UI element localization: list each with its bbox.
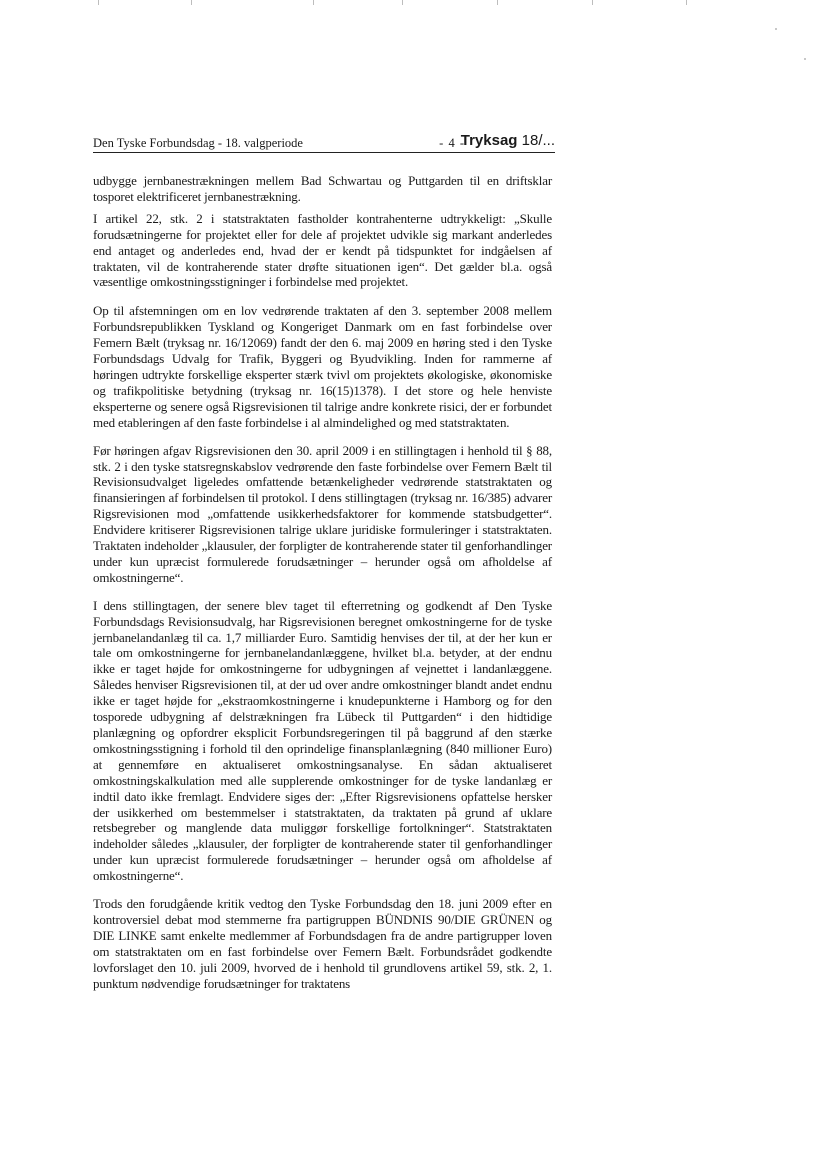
header-document-title: Den Tyske Forbundsdag - 18. valgperiode	[93, 136, 303, 150]
page-header	[93, 134, 555, 153]
header-page-number: - 4 -	[439, 136, 465, 150]
paragraph: udbygge jernbanestrækningen mellem Bad Schwartau og Puttgarden til en driftsklar tosporet elektrificeret jernbanestrækning.	[93, 173, 552, 204]
paragraph: Op til afstemningen om en lov vedrørende traktaten af den 3. september 2008 mellem Forbundsrepublikken Tyskland og Kongeriget Danmark om en fast forbindelse over Femern Bælt (tryksag nr. 16/12069) fandt der den 6. maj 2009 en høring sted i den Tyske Forbundsdags Udvalg for Trafik, Byggeri og Byudvikling. Inden for rammerne af høringen udtrykte forskellige eksperter stærk tvivl om projektets økologiske, økonomiske og trafikpolitiske betydning (tryksag nr. 16(15)1378). I det store og hele henviste eksperterne og senere også Rigsrevisionen til talrige andre konkrete risici, der er forbundet med etableringen af den faste forbindelse i al almindelighed og med statstraktaten.	[93, 303, 552, 430]
scan-speck	[804, 58, 806, 60]
paragraph: I dens stillingtagen, der senere blev taget til efterretning og godkendt af Den Tyske Forbundsdags Revisionsudvalg, har Rigsrevisionen beregnet omkostningerne for de tyske jernbanelandanlæg til ca. 1,7 milliarder Euro. Samtidig henvises der til, at der her kun er tale om omkostningerne for jernbanelandanlæggene, hvilket bl.a. betyder, at der endnu ikke er taget højde for omkostningerne for udbygningen af vejnettet i landanlæggene. Således henviser Rigsrevisionen til, at der ud over andre omkostninger blandt andet endnu ikke er taget højde for „ekstraomkostningerne i knudepunkterne i Hamborg og for den tosporede udbygning af delstrækningen fra Lübeck til Puttgarden“ i den hidtidige planlægning og opfordrer eksplicit Forbundsregeringen til på baggrund af den stærke omkostningsstigning i forhold til den oprindelige finansplanlægning (840 millioner Euro) at gennemføre en aktualiseret omkostningsanalyse. En sådan aktualiseret omkostningskalkulation med alle supplerende omkostninger for de tyske landanlæg er indtil dato ikke fremlagt. Endvidere siges der: „Efter Rigsrevisionens opfattelse hersker der usikkerhed om bestemmelser i statstraktaten, da traktaten på grund af uklare retsbegreber og manglende data muliggør forskellige fortolkninger“. Statstraktaten indeholder således „klausuler, der forpligter de kontraherende stater til genforhandlinger under kun upræcist formulerede forudsætninger – herunder også om afholdelse af omkostningerne“.	[93, 597, 552, 884]
paragraph: I artikel 22, stk. 2 i statstraktaten fastholder kontrahenterne udtrykkeligt: „Skulle forudsætningerne for projektet eller for dele af projektet udvikle sig markant anderledes end antaget og anderledes end, hvad der er kendt på tidspunktet for indgåelsen af traktaten, vil de kontraherende stater drøfte situationen igen“. Det gælder bl.a. også væsentlige omkostningsstigninger i forbindelse med projektet.	[93, 210, 552, 290]
document-body	[93, 173, 552, 992]
header-print-value: 18/...	[517, 132, 555, 149]
paragraph: Før høringen afgav Rigsrevisionen den 30. april 2009 i en stillingtagen i henhold til § 88, stk. 2 i den tyske statsregnskabslov vedrørende den faste forbindelse over Femern Bælt til Revisionsudvalget ligeledes omfattende betænkeligheder vedrørende statstraktaten og finansieringen af forbindelsen til protokol. I dens stillingtagen (tryksag nr. 16/385) advarer Rigsrevisionen mod „omfattende usikkerhedsfaktorer for kommende statsbudgetter“. Endvidere kritiserer Rigsrevisionen talrige uklare juridiske formuleringer i statstraktaten. Traktaten indeholder „klausuler, der forpligter de kontraherende stater til genforhandlinger under kun upræcist formulerede forudsætninger – herunder også om afholdelse af omkostningerne“.	[93, 442, 552, 585]
paragraph: Trods den forudgående kritik vedtog den Tyske Forbundsdag den 18. juni 2009 efter en kontroversiel debat mod stemmerne fra partigruppen BÜNDNIS 90/DIE GRÜNEN og DIE LINKE samt enkelte medlemmer af Forbundsdagen fra de andre partigrupper loven om statstraktaten om en fast forbindelse over Femern Bælt. Forbundsrådet godkendte lovforslaget den 10. juli 2009, hvorved de i henhold til grundlovens artikel 59, stk. 2, 1. punktum nødvendige forudsætninger for traktatens	[93, 896, 552, 991]
scan-top-edge	[0, 0, 827, 6]
header-print-number	[461, 132, 555, 150]
scan-speck	[775, 28, 777, 30]
header-print-label: Tryksag	[460, 132, 518, 149]
